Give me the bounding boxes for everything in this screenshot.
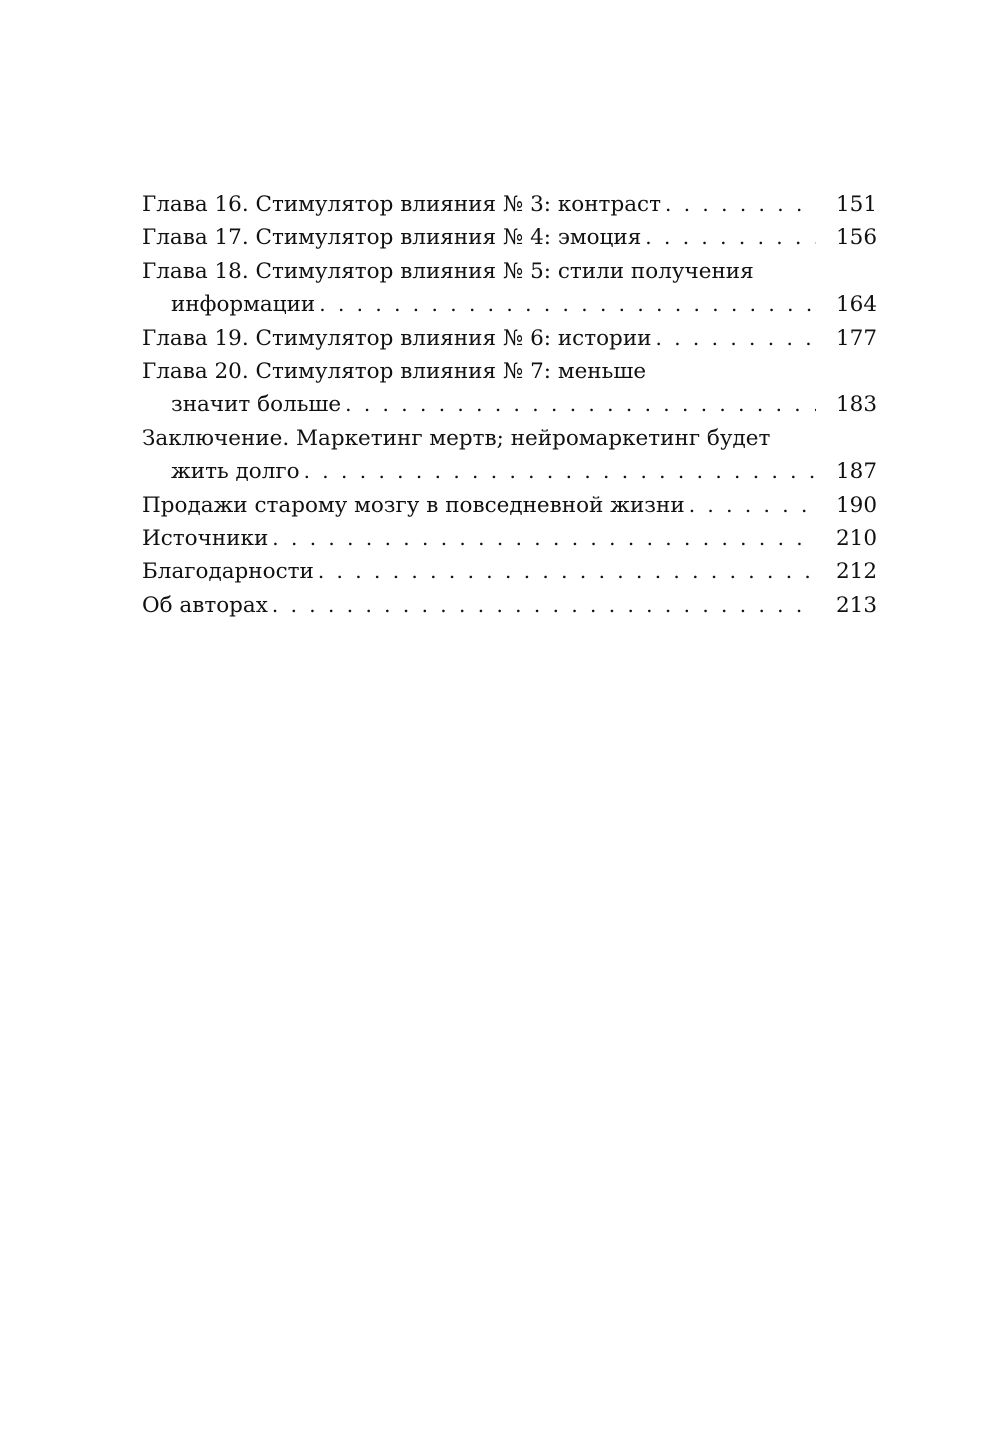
toc-page-number: 212: [836, 559, 878, 585]
toc-line: [142, 255, 874, 288]
dot-leader: [318, 555, 816, 588]
toc-entry-title: Глава 17. Стимулятор влияния № 4: эмоция: [142, 225, 642, 251]
toc-line: [142, 221, 878, 254]
toc-entry-title: Глава 19. Стимулятор влияния № 6: истории: [142, 325, 652, 351]
dot-leader: [689, 489, 816, 522]
toc-entry[interactable]: [142, 422, 878, 489]
toc-line: [142, 555, 878, 588]
toc-line: [142, 522, 878, 555]
dot-leader: [655, 322, 816, 355]
toc-entry-title: Продажи старому мозгу в повседневной жизни: [142, 492, 685, 518]
toc-entry[interactable]: [142, 221, 878, 254]
toc-page-number: 210: [836, 526, 878, 552]
dot-leader: [319, 288, 816, 321]
toc-entry-title: Глава 18. Стимулятор влияния № 5: стили получения: [142, 258, 754, 284]
toc-entry[interactable]: [142, 355, 878, 422]
toc-entry-title: Благодарности: [142, 559, 314, 585]
toc-line-continuation: [142, 455, 878, 488]
toc-line-continuation: [142, 388, 878, 421]
toc-entry-title: Заключение. Маркетинг мертв; нейромаркетинг будет: [142, 425, 771, 451]
toc-entry[interactable]: [142, 255, 878, 322]
toc-entry-title: Глава 16. Стимулятор влияния № 3: контраст: [142, 192, 661, 217]
toc-entry-title-continuation: информации: [171, 292, 316, 318]
dot-leader: [665, 188, 816, 221]
toc-line: [142, 422, 874, 455]
toc-line: [142, 589, 878, 622]
toc-line: [142, 188, 878, 221]
dot-leader: [272, 589, 816, 622]
toc-entry-title-continuation: жить долго: [171, 459, 300, 485]
toc-entry-title: Источники: [142, 526, 269, 552]
toc-page-number: 164: [836, 292, 878, 318]
toc-page-number: 177: [836, 325, 878, 351]
toc-page-number: 183: [836, 392, 878, 418]
toc-line-continuation: [142, 288, 878, 321]
dot-leader: [345, 388, 816, 421]
toc-entry[interactable]: [142, 555, 878, 588]
toc-entry[interactable]: [142, 589, 878, 622]
toc-page-number: 190: [836, 492, 878, 518]
toc-line: [142, 322, 878, 355]
toc-entry[interactable]: [142, 522, 878, 555]
toc-line: [142, 355, 874, 388]
dot-leader: [272, 522, 816, 555]
toc-page-number: 213: [836, 592, 878, 618]
dot-leader: [304, 455, 816, 488]
dot-leader: [645, 221, 816, 254]
toc-page-number: 151: [836, 192, 878, 217]
toc-entry-title: Глава 20. Стимулятор влияния № 7: меньше: [142, 359, 647, 385]
toc-entry[interactable]: [142, 188, 878, 221]
toc-page-number: 156: [836, 225, 878, 251]
toc-entry[interactable]: [142, 322, 878, 355]
toc-line: [142, 489, 878, 522]
toc-page-number: 187: [836, 459, 878, 485]
toc-entry-title-continuation: значит больше: [171, 392, 342, 418]
toc-entry[interactable]: [142, 489, 878, 522]
table-of-contents: [142, 188, 878, 622]
toc-entry-title: Об авторах: [142, 592, 268, 618]
